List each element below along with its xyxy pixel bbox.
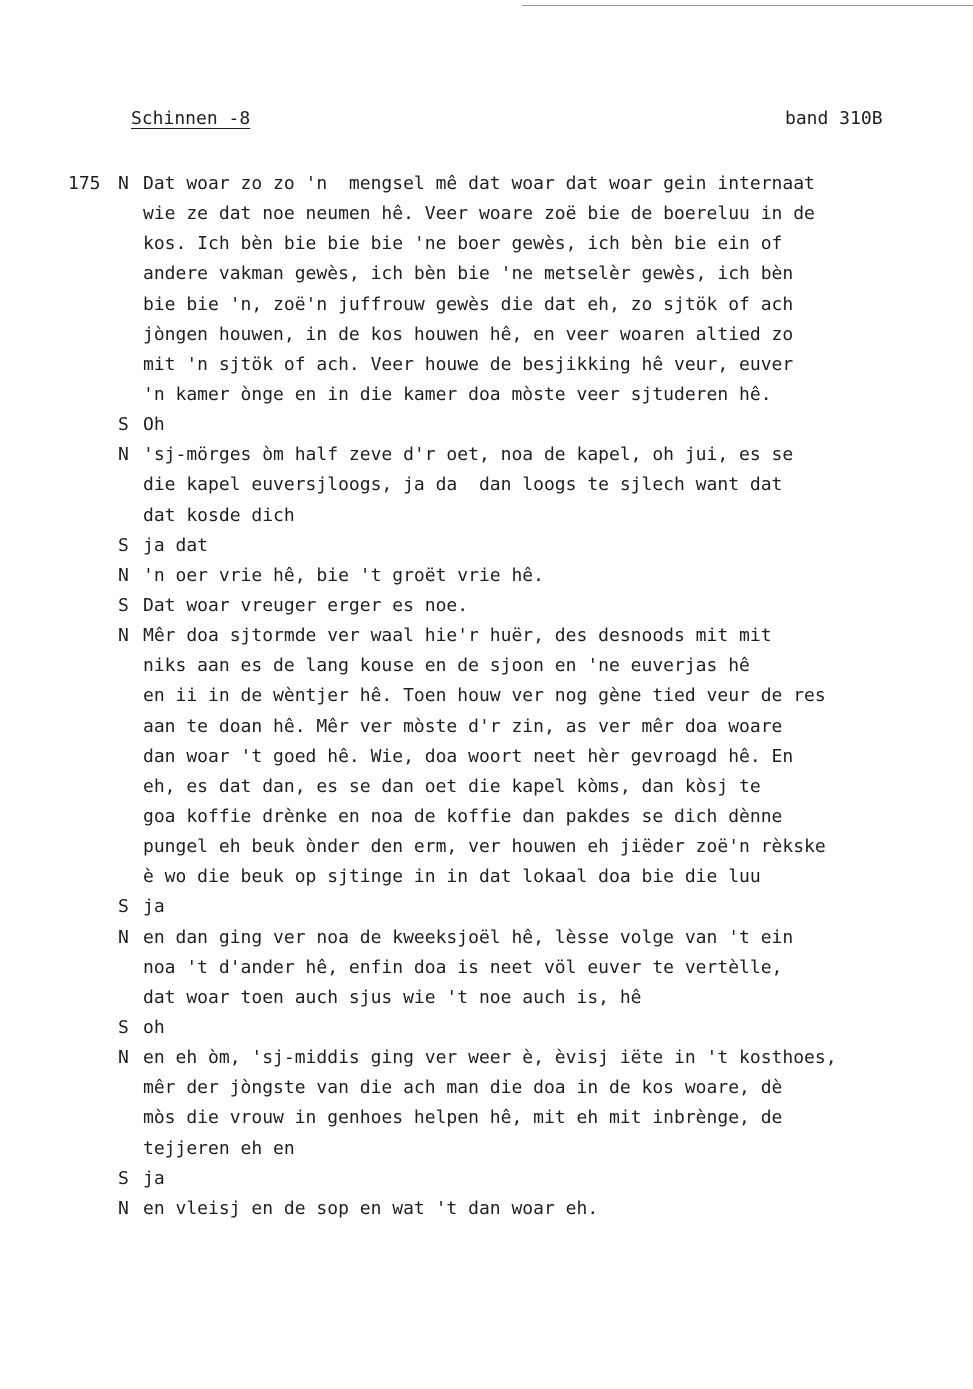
transcript-line: Dat woar vreuger erger es noe. (143, 594, 469, 616)
transcript-line: noa 't d'ander hê, enfin doa is neet völ euver te vertèlle, (143, 956, 783, 978)
transcript-line: eh, es dat dan, es se dan oet die kapel kòms, dan kòsj te (143, 775, 761, 797)
transcript-line: mit 'n sjtök of ach. Veer houwe de besjikking hê veur, euver (143, 353, 794, 375)
speaker-label: N (118, 564, 129, 586)
transcript-line: goa koffie drènke en noa de koffie dan pakdes se dich dènne (143, 805, 783, 827)
speaker-label: S (118, 896, 129, 918)
speaker-label: N (118, 1047, 129, 1069)
transcript-line: ja (143, 1167, 165, 1189)
transcript-line: en ii in de wèntjer hê. Toen houw ver nog gène tied veur de res (143, 685, 826, 707)
speaker-label: S (118, 594, 129, 616)
transcript-turn (0, 440, 973, 530)
speaker-label: N (118, 173, 129, 194)
transcript-turn (0, 169, 973, 410)
speaker-label: S (118, 414, 129, 436)
transcript-line: en vleisj en de sop en wat 't dan woar eh. (143, 1197, 599, 1219)
transcript-line: dat woar toen auch sjus wie 't noe auch is, hê (143, 986, 642, 1008)
tape-reference: band 310B (785, 108, 883, 129)
transcript-line: mêr der jòngste van die ach man die doa in de kos woare, dè (143, 1077, 783, 1099)
transcript-line: wie ze dat noe neumen hê. Veer woare zoë bie de boereluu in de (143, 203, 815, 225)
transcript-line: niks aan es de lang kouse en de sjoon en 'ne euverjas hê (143, 655, 750, 677)
speaker-label: S (118, 1167, 129, 1189)
transcript-turn (0, 621, 973, 892)
transcript-line: Dat woar zo zo 'n mengsel mê dat woar dat woar gein internaat (143, 173, 815, 194)
transcript-body (0, 169, 973, 1224)
top-edge-rule (522, 5, 973, 6)
transcript-turn (0, 1194, 973, 1224)
transcript-turn (0, 591, 973, 621)
transcript-line: dat kosde dich (143, 504, 295, 526)
transcript-turn (0, 1013, 973, 1043)
speaker-label: N (118, 1197, 129, 1219)
transcript-line: en dan ging ver noa de kweeksjoël hê, lèsse volge van 't ein (143, 926, 794, 948)
transcript-line: oh (143, 1016, 165, 1038)
transcript-turn (0, 892, 973, 922)
transcript-line: mòs die vrouw in genhoes helpen hê, mit eh mit inbrènge, de (143, 1107, 783, 1129)
transcript-line: Oh (143, 414, 165, 436)
transcript-line: 'sj-mörges òm half zeve d'r oet, noa de kapel, oh jui, es se (143, 444, 794, 466)
document-title: Schinnen -8 (131, 108, 251, 129)
transcript-line: ja dat (143, 534, 209, 556)
transcript-turn (0, 1164, 973, 1194)
speaker-label: S (118, 534, 129, 556)
transcript-line: jòngen houwen, in de kos houwen hê, en veer woaren altied zo (143, 323, 794, 345)
transcript-line: pungel eh beuk ònder den erm, ver houwen eh jiëder zoë'n rèkske (143, 836, 826, 858)
transcript-turn (0, 923, 973, 1013)
transcript-turn (0, 531, 973, 561)
speaker-label: N (118, 444, 129, 466)
transcript-line: dan woar 't goed hê. Wie, doa woort neet hèr gevroagd hê. En (143, 745, 794, 767)
speaker-label: S (118, 1016, 129, 1038)
speaker-label: N (118, 625, 129, 647)
transcript-line: andere vakman gewès, ich bèn bie 'ne metselèr gewès, ich bèn (143, 263, 794, 285)
transcript-line: tejjeren eh en (143, 1137, 295, 1159)
transcript-line: ja (143, 896, 165, 918)
transcript-line: è wo die beuk op sjtinge in in dat lokaal doa bie die luu (143, 866, 761, 888)
line-number: 175 (68, 173, 101, 194)
transcript-line: die kapel euversjloogs, ja da dan loogs te sjlech want dat (143, 474, 783, 496)
page-header (0, 108, 973, 134)
transcript-line: 'n oer vrie hê, bie 't groët vrie hê. (143, 564, 544, 586)
transcript-line: en eh òm, 'sj-middis ging ver weer è, èvisj iëte in 't kosthoes, (143, 1047, 837, 1069)
transcript-turn (0, 1043, 973, 1164)
transcript-line: bie bie 'n, zoë'n juffrouw gewès die dat eh, zo sjtök of ach (143, 293, 794, 315)
transcript-line: 'n kamer ònge en in die kamer doa mòste veer sjtuderen hê. (143, 383, 772, 405)
transcript-line: Mêr doa sjtormde ver waal hie'r huër, des desnoods mit mit (143, 625, 772, 647)
transcript-line: kos. Ich bèn bie bie bie 'ne boer gewès, ich bèn bie ein of (143, 233, 783, 255)
transcript-turn (0, 410, 973, 440)
transcript-line: aan te doan hê. Mêr ver mòste d'r zin, as ver mêr doa woare (143, 715, 783, 737)
speaker-label: N (118, 926, 129, 948)
transcript-turn (0, 561, 973, 591)
